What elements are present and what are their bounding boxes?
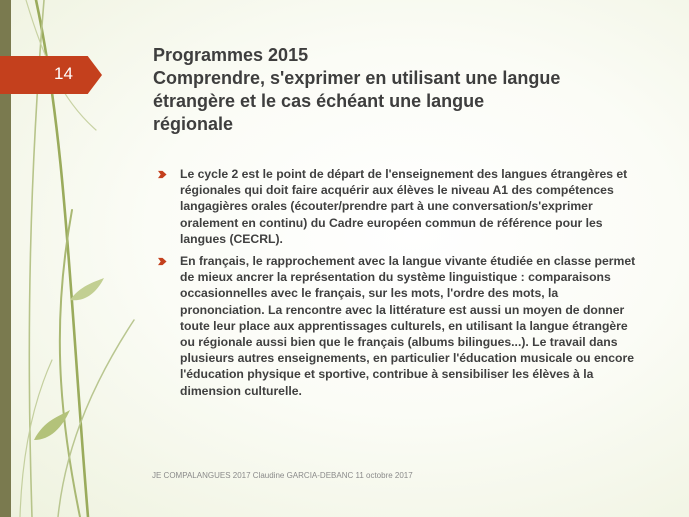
decor-leaf-2 [70, 278, 104, 300]
slide-title [153, 44, 643, 136]
slide-number: 14 [54, 64, 73, 83]
title-line: étrangère et le cas échéant une langue [153, 91, 485, 111]
bullet-item [158, 253, 638, 399]
title-line: Programmes 2015 [153, 45, 309, 65]
slide-number-tab [0, 56, 102, 94]
bullet-item [158, 166, 638, 247]
arrow-bullet-icon [158, 170, 167, 179]
bullet-text: Le cycle 2 est le point de départ de l'enseignement des langues étrangères et régionales qui doit faire acquérir aux élèves le niveau A1 des compétences langagières orales (écouter/prendre part à une conversation/s'exprimer oralement en continu) du Cadre européen commun de référence pour les langues (CECRL). [180, 167, 628, 246]
slide-footer: JE COMPALANGUES 2017 Claudine GARCIA-DEBANC 11 octobre 2017 [152, 471, 413, 480]
title-line: régionale [153, 114, 234, 134]
bullet-list [158, 166, 638, 405]
bullet-text: En français, le rapprochement avec la langue vivante étudiée en classe permet de mieux ancrer la représentation du système linguistique : comparaisons occasionnelles avec le français, sur les mots, l'ordre des mots, la prononciation. La rencontre avec la littérature est aussi un moyen de donner toute leur place aux apprentissages culturels, en utilisant la langue étrangère ou régionale aussi bien que le français (albums bilingues...). Le travail dans plusieurs autres enseignements, en particulier l'éducation musicale ou encore l'éducation physique et sportive, contribue à sensibiliser les élèves à la dimension culturelle. [180, 254, 636, 398]
decor-stem-4 [58, 320, 134, 517]
title-line: Comprendre, s'exprimer en utilisant une langue [153, 68, 561, 88]
arrow-bullet-icon [158, 257, 167, 266]
